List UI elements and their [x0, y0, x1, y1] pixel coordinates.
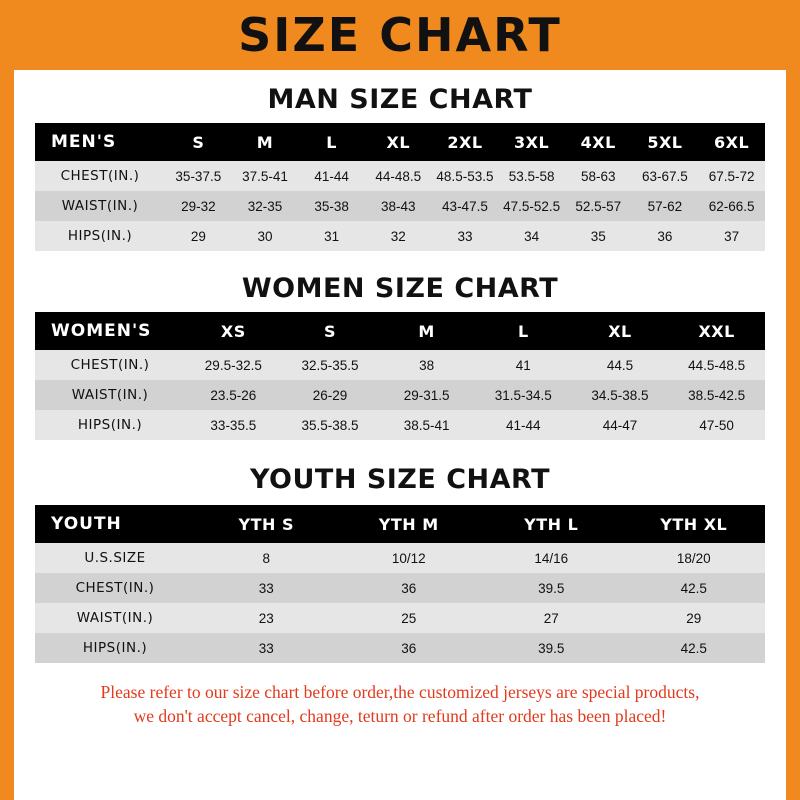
- cell: 36: [338, 573, 481, 603]
- cell: 10/12: [338, 543, 481, 573]
- cell: 37: [698, 221, 765, 251]
- table-row: [35, 221, 765, 251]
- cell: 35: [565, 221, 632, 251]
- table-header-row: [35, 312, 765, 350]
- cell: 37.5-41: [232, 161, 299, 191]
- row-label: HIPS(IN.): [35, 221, 165, 251]
- cell: 43-47.5: [432, 191, 499, 221]
- cell: 23.5-26: [185, 380, 282, 410]
- col-header-3xl: 3XL: [498, 123, 565, 161]
- col-header-xl: XL: [572, 312, 669, 350]
- col-header-yth-s: YTH S: [195, 505, 338, 543]
- cell: 52.5-57: [565, 191, 632, 221]
- youth-size-table: [35, 505, 765, 663]
- cell: 41-44: [475, 410, 572, 440]
- cell: 39.5: [480, 573, 623, 603]
- col-header-yth-l: YTH L: [480, 505, 623, 543]
- table-row: [35, 543, 765, 573]
- cell: 57-62: [632, 191, 699, 221]
- row-label: WAIST(IN.): [35, 380, 185, 410]
- cell: 63-67.5: [632, 161, 699, 191]
- cell: 58-63: [565, 161, 632, 191]
- col-header-s: S: [282, 312, 379, 350]
- table-row: [35, 350, 765, 380]
- cell: 33: [195, 573, 338, 603]
- cell: 31: [298, 221, 365, 251]
- cell: 44-47: [572, 410, 669, 440]
- row-label: CHEST(IN.): [35, 573, 195, 603]
- cell: 30: [232, 221, 299, 251]
- cell: 32: [365, 221, 432, 251]
- col-header-6xl: 6XL: [698, 123, 765, 161]
- cell: 41: [475, 350, 572, 380]
- cell: 42.5: [623, 573, 766, 603]
- cell: 35-37.5: [165, 161, 232, 191]
- cell: 62-66.5: [698, 191, 765, 221]
- cell: 34: [498, 221, 565, 251]
- cell: 38.5-42.5: [668, 380, 765, 410]
- cell: 47-50: [668, 410, 765, 440]
- section-title-women: WOMEN SIZE CHART: [241, 273, 559, 304]
- cell: 26-29: [282, 380, 379, 410]
- cell: 8: [195, 543, 338, 573]
- cell: 39.5: [480, 633, 623, 663]
- col-header-m: M: [378, 312, 475, 350]
- cell: 25: [338, 603, 481, 633]
- cell: 33-35.5: [185, 410, 282, 440]
- row-label: WAIST(IN.): [35, 603, 195, 633]
- cell: 29: [623, 603, 766, 633]
- cell: 47.5-52.5: [498, 191, 565, 221]
- cell: 29.5-32.5: [185, 350, 282, 380]
- col-header-2xl: 2XL: [432, 123, 499, 161]
- col-header-xxl: XXL: [668, 312, 765, 350]
- table-row: [35, 191, 765, 221]
- col-header-l: L: [475, 312, 572, 350]
- row-label: CHEST(IN.): [35, 161, 165, 191]
- col-header-4xl: 4XL: [565, 123, 632, 161]
- header-band: [0, 0, 800, 70]
- table-row: [35, 161, 765, 191]
- cell: 14/16: [480, 543, 623, 573]
- col-header-yth-m: YTH M: [338, 505, 481, 543]
- page-title: SIZE CHART: [238, 8, 562, 62]
- cell: 33: [432, 221, 499, 251]
- cell: 38.5-41: [378, 410, 475, 440]
- col-header-xs: XS: [185, 312, 282, 350]
- col-header-label: WOMEN'S: [35, 312, 185, 350]
- cell: 38-43: [365, 191, 432, 221]
- footer-note-line1: Please refer to our size chart before order,the customized jerseys are special products,: [100, 682, 700, 702]
- cell: 48.5-53.5: [432, 161, 499, 191]
- cell: 36: [338, 633, 481, 663]
- cell: 31.5-34.5: [475, 380, 572, 410]
- col-header-l: L: [298, 123, 365, 161]
- cell: 38: [378, 350, 475, 380]
- table-header-row: [35, 123, 765, 161]
- table-row: [35, 633, 765, 663]
- cell: 67.5-72: [698, 161, 765, 191]
- cell: 29: [165, 221, 232, 251]
- women-size-table: [35, 312, 765, 440]
- cell: 35.5-38.5: [282, 410, 379, 440]
- cell: 44.5: [572, 350, 669, 380]
- cell: 36: [632, 221, 699, 251]
- section-title-man: MAN SIZE CHART: [267, 84, 533, 115]
- cell: 44-48.5: [365, 161, 432, 191]
- col-header-label: YOUTH: [35, 505, 195, 543]
- cell: 23: [195, 603, 338, 633]
- cell: 29-31.5: [378, 380, 475, 410]
- row-label: HIPS(IN.): [35, 633, 195, 663]
- cell: 53.5-58: [498, 161, 565, 191]
- row-label: U.S.SIZE: [35, 543, 195, 573]
- table-row: [35, 603, 765, 633]
- col-header-s: S: [165, 123, 232, 161]
- table-row: [35, 410, 765, 440]
- cell: 42.5: [623, 633, 766, 663]
- table-header-row: [35, 505, 765, 543]
- row-label: WAIST(IN.): [35, 191, 165, 221]
- chart-content: [14, 84, 786, 728]
- cell: 29-32: [165, 191, 232, 221]
- cell: 44.5-48.5: [668, 350, 765, 380]
- row-label: CHEST(IN.): [35, 350, 185, 380]
- row-label: HIPS(IN.): [35, 410, 185, 440]
- col-header-yth-xl: YTH XL: [623, 505, 766, 543]
- col-header-xl: XL: [365, 123, 432, 161]
- men-size-table: [35, 123, 765, 251]
- section-title-youth: YOUTH SIZE CHART: [249, 464, 551, 495]
- cell: 32.5-35.5: [282, 350, 379, 380]
- cell: 32-35: [232, 191, 299, 221]
- cell: 35-38: [298, 191, 365, 221]
- table-row: [35, 573, 765, 603]
- col-header-label: MEN'S: [35, 123, 165, 161]
- cell: 27: [480, 603, 623, 633]
- cell: 34.5-38.5: [572, 380, 669, 410]
- col-header-5xl: 5XL: [632, 123, 699, 161]
- table-row: [35, 380, 765, 410]
- footer-note-line2: we don't accept cancel, change, teturn or refund after order has been placed!: [133, 705, 667, 726]
- cell: 33: [195, 633, 338, 663]
- cell: 18/20: [623, 543, 766, 573]
- footer-note: [34, 681, 766, 728]
- cell: 41-44: [298, 161, 365, 191]
- col-header-m: M: [232, 123, 299, 161]
